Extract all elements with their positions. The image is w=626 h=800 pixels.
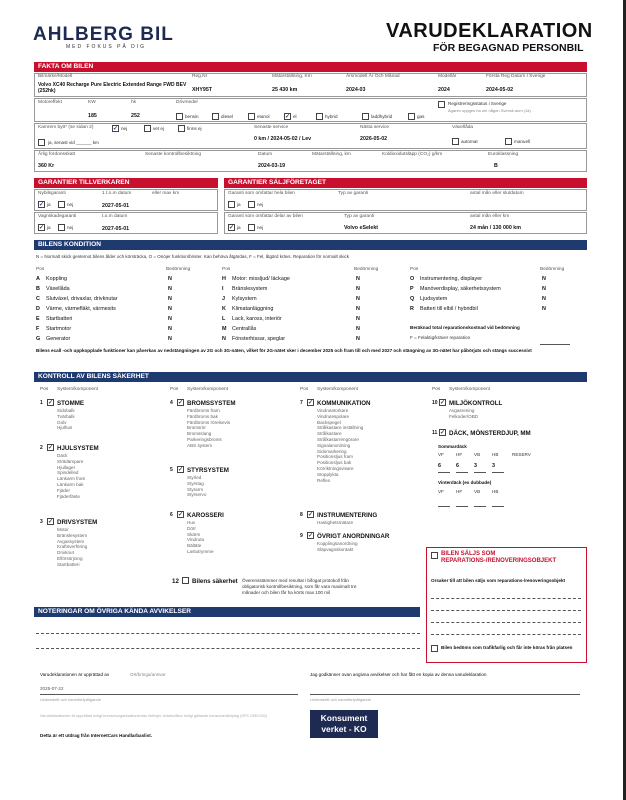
kontroll-group-title: MILJÖKONTROLL xyxy=(449,400,503,407)
vaxellada-automat-checkbox[interactable] xyxy=(452,138,459,145)
bilens-sakerhet-num: 12 xyxy=(172,578,179,585)
fuel-el-label: el xyxy=(293,114,297,119)
field-label-model: Bilmärke/Modell xyxy=(38,74,73,79)
kondition-item-name: Manöverdisplay, säkerhetssystem xyxy=(420,286,501,292)
fuel-diesel-label: diesel xyxy=(221,114,234,119)
kontroll-checkbox[interactable]: ✓ xyxy=(178,467,184,473)
kondition-item-value: N xyxy=(168,296,172,302)
tire-line xyxy=(492,472,504,473)
senaste-service-label: Senaste service xyxy=(254,125,289,130)
vagn-ja-label: ja xyxy=(47,225,51,230)
tire-col-header: HF xyxy=(456,452,463,457)
salj2-nej-checkbox[interactable] xyxy=(248,224,255,231)
nasta-service-label: Nästa service xyxy=(360,125,390,130)
reparation-text: Orsaker till att bilen säljs som reparations-/renoveringsobjekt xyxy=(431,578,566,583)
kondition-pos: E xyxy=(36,316,40,322)
kw-value: 185 xyxy=(88,113,97,119)
noteringar-line xyxy=(36,648,420,649)
sign-left-label: Varudeklarationen är upprättad av xyxy=(40,672,110,677)
page-title: VARUDEKLARATION xyxy=(386,20,593,42)
kamrem-option-checkbox[interactable] xyxy=(144,125,151,132)
k-col3-bed: Bedömning xyxy=(540,267,565,272)
k-col2-pos: Pos xyxy=(222,267,231,272)
datum-label: Datum xyxy=(258,152,273,157)
kontroll-col2-sys: System/komponent xyxy=(187,387,229,392)
kondition-pos: K xyxy=(222,306,226,312)
reparation-line xyxy=(431,610,581,611)
f-note: F = Felaktig/kräver reparation xyxy=(410,335,471,340)
field-value-firstreg: 2024-05-02 xyxy=(486,87,514,93)
kondition-item-value: N xyxy=(356,286,360,292)
kondition-legend: N = Normalt skick gentemot bilens ålder och körsträcka, O = Onöjer funktion/brister. Kan behöva åtgärdas, F = Fel, åtgärd krävs. Reparation för normalt skick xyxy=(36,254,350,259)
kamrem-option-checkbox[interactable]: ✓ xyxy=(113,126,119,132)
summer-label: Sommardäck xyxy=(438,444,467,449)
kamrem-ja-senast: ja, senast vid ______ km xyxy=(48,140,99,145)
kondition-item-name: Startbatteri xyxy=(46,316,73,322)
winter-line xyxy=(438,506,450,507)
nybil-nej-label: nej xyxy=(67,202,74,207)
vagn-label: Vagnskadegaranti xyxy=(38,214,77,219)
field-value-yearmonth: 2024-03 xyxy=(346,87,366,93)
winter-line xyxy=(456,506,468,507)
k-col3-pos: Pos xyxy=(410,267,419,272)
nybil-label: Nybilsgaranti xyxy=(38,191,66,196)
salj-garanti-label: Garanti som omfattar hela bilen xyxy=(228,191,295,196)
kondition-pos: J xyxy=(222,296,225,302)
kondition-item-value: N xyxy=(356,276,360,282)
registrerad-label: Registreringsstatus i Sverige xyxy=(448,101,507,106)
sign-left-caption: Underskrift och namnförtydligande xyxy=(40,697,101,702)
kondition-item-value: N xyxy=(542,306,546,312)
k-col1-pos: Pos xyxy=(36,267,45,272)
kontroll-subitems: Motor Bränslesystem Avgassystem Kraftöverföring Drivknut Elförsörjning Startbatteri xyxy=(57,527,88,567)
registrerad-sub: Ägaren uppges ha om någon Svensk anm (Ja) xyxy=(448,108,531,113)
reparation-title: BILEN SÄLJS SOM REPARATIONS-/RENOVERINGSOBJEKT xyxy=(441,551,557,564)
tire-col-header: VB xyxy=(474,452,481,457)
sign-left-line xyxy=(40,694,298,695)
kontroll-group-title: STYRSYSTEM xyxy=(187,467,229,474)
kontroll-col1-pos: Pos xyxy=(40,387,49,392)
kontroll-col4-pos: Pos xyxy=(432,387,441,392)
nybil-date: 2027-05-01 xyxy=(102,203,130,209)
kondition-pos: O xyxy=(410,276,415,282)
salj-ja-checkbox[interactable] xyxy=(228,201,235,208)
salj-tid-label: antal mån eller slutdatum xyxy=(470,191,524,196)
kontroll-num: 8 xyxy=(300,512,303,518)
kondition-item-value: N xyxy=(356,316,360,322)
kondition-pos: G xyxy=(36,336,41,342)
k-col2-bed: Bedömning xyxy=(354,267,379,272)
servicebok-label: Senaste kontrollbesiktning xyxy=(145,152,201,157)
k-col1-bed: Bedömning xyxy=(166,267,191,272)
matarst-label: Mätarställning, km xyxy=(312,152,351,157)
kondition-item-value: N xyxy=(542,286,546,292)
vagn-nej-checkbox[interactable] xyxy=(58,224,65,231)
salj-tid2-value: 24 mån / 130 000 km xyxy=(470,225,521,231)
sign-right-caption: Underskrift och namnförtydligande xyxy=(310,697,371,702)
kondition-item-name: Värme, värmefläkt, värmesits xyxy=(46,306,116,312)
tire-col-header: VF xyxy=(438,452,444,457)
kontroll-group-title: KAROSSERI xyxy=(187,512,224,519)
kondition-pos: I xyxy=(222,286,224,292)
winter-label: Vinterdäck (ex dubbade) xyxy=(438,480,492,485)
tire-depth-value: 6 xyxy=(456,463,459,469)
salj-nej-label: nej xyxy=(257,202,264,207)
tire-depth-value: 3 xyxy=(474,463,477,469)
fuel-bensin-checkbox[interactable] xyxy=(176,113,183,120)
section-garantier-tillverkare: GARANTIER TILLVERKAREN xyxy=(34,178,218,188)
kondition-item-name: Centrallås xyxy=(232,326,257,332)
kontroll-subitems: Hastighetsmätare xyxy=(317,520,354,525)
kontroll-subitems: Avgasrening Felkoder/OBD xyxy=(449,408,479,419)
section-noteringar: NOTERINGAR OM ÖVRIGA KÄNDA AVVIKELSER xyxy=(34,607,420,617)
fuel-hybrid-label: hybrid xyxy=(325,114,338,119)
kontroll-num: 6 xyxy=(170,512,173,518)
sign-right-line xyxy=(310,694,580,695)
kondition-item-name: Bränslesystem xyxy=(232,286,268,292)
kontroll-num: 9 xyxy=(300,533,303,539)
kontroll-num: 4 xyxy=(170,400,173,406)
kontroll-num: 5 xyxy=(170,467,173,473)
fuel-etanol-label: etanol xyxy=(257,114,270,119)
salj2-ja-checkbox[interactable]: ✓ xyxy=(229,225,235,231)
drivmedel-label: Drivmedel xyxy=(176,100,198,105)
beraknad-line xyxy=(540,344,570,345)
noteringar-line xyxy=(36,633,420,634)
salj-nej-checkbox[interactable] xyxy=(248,201,255,208)
field-label-yearmonth: Årsmodell År Och Månad xyxy=(346,74,400,79)
bilens-sakerhet-checkbox[interactable] xyxy=(182,577,189,584)
winter-col-header: HF xyxy=(456,489,463,494)
nybil-ja-checkbox[interactable]: ✓ xyxy=(39,202,45,208)
salj-ja-label: ja xyxy=(237,202,241,207)
kondition-item-name: Fönsterhissar, speglar xyxy=(232,336,286,342)
hk-value: 252 xyxy=(131,113,140,119)
tire-line xyxy=(474,472,486,473)
kamrem-option-label: vet ej xyxy=(153,126,164,131)
winter-col-header: VB xyxy=(474,489,481,494)
skatt-value: 360 Kr xyxy=(38,163,55,169)
beraknad-label: Beräknad total reparationskostnad vid bedömning xyxy=(410,325,520,330)
section-kondition: BILENS KONDITION xyxy=(34,240,587,250)
kondition-pos: H xyxy=(222,276,226,282)
salj2-nej-label: nej xyxy=(257,225,264,230)
kondition-item-value: N xyxy=(356,326,360,332)
footer-fine-print: Varudeklarationen är upprättad enligt branschorganisationernas riktlinjer. Avtalsvillkor enligt gällande konsumentköplag (SFS 1990:932) xyxy=(40,714,267,718)
konsument-text: Konsument xyxy=(320,713,368,723)
kontroll-group-title: INSTRUMENTERING xyxy=(317,512,378,519)
winter-col-header: VF xyxy=(438,489,444,494)
fuel-laddhybrid-checkbox[interactable] xyxy=(362,113,369,120)
tire-line xyxy=(456,472,468,473)
section-garantier-salj: GARANTIER SÄLJFÖRETAGET xyxy=(224,178,587,188)
kondition-item-name: Koppling xyxy=(46,276,67,282)
kontroll-col1-sys: System/komponent xyxy=(57,387,99,392)
kondition-pos: P xyxy=(410,286,414,292)
fuel-el-checkbox[interactable]: ✓ xyxy=(285,114,291,120)
kontroll-num: 2 xyxy=(40,445,43,451)
kontroll-num: 7 xyxy=(300,400,303,406)
kamrem-ja-checkbox[interactable] xyxy=(38,139,45,146)
kontroll-group-title: DÄCK, MÖNSTERDJUP, MM xyxy=(449,430,531,437)
kontroll-subitems: Styrled Styrstag Styrarm Styrservo xyxy=(187,475,207,498)
kontroll-checkbox[interactable]: ✓ xyxy=(308,400,314,406)
kamrem-option-checkbox[interactable] xyxy=(178,125,185,132)
kontroll-col4-sys: System/komponent xyxy=(449,387,491,392)
kamrem-option-label: finns ej xyxy=(187,126,202,131)
kontroll-subitems: Sidobalk Tvärbalk Golv Hjulhus xyxy=(57,408,75,431)
footer-credit: Detta är ett utdrag från InternetCars Handlarbaslist. xyxy=(40,733,153,738)
nybil-or-label: eller max km xyxy=(152,191,180,196)
field-label-odometer: Mätarställning, Km xyxy=(272,74,312,79)
kontroll-group-title: STOMME xyxy=(57,400,85,407)
bilens-sakerhet-title: Bilens säkerhet xyxy=(192,578,238,585)
kontroll-checkbox[interactable]: ✓ xyxy=(48,445,54,451)
winter-line xyxy=(474,506,486,507)
kontroll-col3-sys: System/komponent xyxy=(317,387,359,392)
kondition-note: Bilens ecall -och uppkopplade funktioner kan påverkas av nedstängningen av 2G och 3G-näten, vilket för 2G-nätet sker i december 2025 och fram till och med 2027 och stängning av 3G-nätet har påbörjats och stängs successivt xyxy=(36,348,532,353)
kondition-pos: N xyxy=(222,336,226,342)
kontroll-checkbox[interactable]: ✓ xyxy=(178,400,184,406)
kamrem-option-label: nej xyxy=(121,126,128,131)
vaxellada-manuell-label: manuell xyxy=(514,139,531,144)
kondition-item-value: N xyxy=(168,336,172,342)
company-logo: AHLBERG BIL xyxy=(33,24,174,45)
fuel-gas-checkbox[interactable] xyxy=(408,113,415,120)
nybil-to-label: 1 t.o.m datum xyxy=(102,191,132,196)
field-value-odometer: 25 430 km xyxy=(272,87,298,93)
reparation-checkbox[interactable] xyxy=(431,552,438,559)
nybil-ja-label: ja xyxy=(47,202,51,207)
kontroll-group-title: DRIVSYSTEM xyxy=(57,519,98,526)
kondition-item-name: Lack, kaross, interiör xyxy=(232,316,282,322)
kondition-pos: F xyxy=(36,326,40,332)
kondition-item-value: N xyxy=(542,276,546,282)
field-label-firstreg: Första Reg Datum I Sverige xyxy=(486,74,546,79)
reparation-footer: Bilen bedöms som trafikfarlig och får inte köras från platsen xyxy=(441,645,573,650)
section-fakta: FAKTA OM BILEN xyxy=(34,62,587,72)
field-value-modelyear: 2024 xyxy=(438,87,450,93)
kondition-pos: D xyxy=(36,306,40,312)
kontroll-num: 10 xyxy=(432,400,438,406)
winter-line xyxy=(492,506,504,507)
kontroll-checkbox[interactable]: ✓ xyxy=(440,400,446,406)
kontroll-group-title: ÖVRIGT ANORDNINGAR xyxy=(317,533,390,540)
kontroll-subitems: Vindrutetorkare Vindrutespolare Backspegel Strålkastare inställning Strålkastare Strålkastarrengörare Signalanordning Sidomarkering Positionsljus fram Positionsljus bak Körriktningsvisare Stopplykta Reflex xyxy=(317,408,364,483)
kondition-item-name: Instrumentering, displayer xyxy=(420,276,483,282)
reparation-line xyxy=(431,622,581,623)
kontroll-checkbox[interactable]: ✓ xyxy=(48,519,54,525)
kondition-item-value: N xyxy=(168,316,172,322)
winter-col-header: HB xyxy=(492,489,499,494)
fuel-etanol-checkbox[interactable] xyxy=(248,113,255,120)
skatt-label: Årlig fordonsskatt xyxy=(38,152,76,157)
motoreffekt-label: Motoreffekt xyxy=(38,100,62,105)
kontroll-subitems: Huv Dörr Skärm Vindruta Bältäte Lastutrymme xyxy=(187,520,214,554)
kontroll-group-title: HJULSYSTEM xyxy=(57,445,99,452)
tire-col-header: HB xyxy=(492,452,499,457)
kontroll-group-title: BROMSSYSTEM xyxy=(187,400,236,407)
kondition-pos: Q xyxy=(410,296,415,302)
kontroll-checkbox[interactable]: ✓ xyxy=(308,533,314,539)
kondition-pos: A xyxy=(36,276,40,282)
kondition-item-value: N xyxy=(168,326,172,332)
kontroll-num: 1 xyxy=(40,400,43,406)
reparation-line xyxy=(431,634,581,635)
kondition-pos: M xyxy=(222,326,227,332)
tire-depth-value: 6 xyxy=(438,463,441,469)
vagn-ja-checkbox[interactable]: ✓ xyxy=(39,225,45,231)
registrerad-checkbox[interactable] xyxy=(438,101,445,108)
kondition-item-value: N xyxy=(168,286,172,292)
kontroll-num: 11 xyxy=(432,430,438,436)
kondition-item-value: N xyxy=(356,336,360,342)
kondition-item-name: Klimatanläggning xyxy=(232,306,274,312)
kontroll-col3-pos: Pos xyxy=(300,387,309,392)
kondition-pos: R xyxy=(410,306,414,312)
field-label-modelyear: Modellår xyxy=(438,74,457,79)
kontroll-num: 3 xyxy=(40,519,43,525)
kondition-item-name: Växellåda xyxy=(46,286,70,292)
nasta-service-value: 2026-05-02 xyxy=(360,136,388,142)
fuel-hybrid-checkbox[interactable] xyxy=(316,113,323,120)
page-subtitle: FÖR BEGAGNAD PERSONBIL xyxy=(433,42,584,54)
tire-col-header: RESERV xyxy=(512,452,531,457)
kondition-item-name: Motor: missljud/ läckage xyxy=(232,276,290,282)
field-value-model: Volvo XC40 Recharge Pure Electric Extended Range FWD BEV (252hk) xyxy=(38,82,187,94)
salj-typ2-value: Volvo eSelekt xyxy=(344,225,379,231)
fuel-laddhybrid-label: laddhybrid xyxy=(371,114,393,119)
kontroll-checkbox[interactable]: ✓ xyxy=(440,430,446,436)
kondition-item-value: N xyxy=(356,296,360,302)
co2-label: Koldioxidutsläpp (CO₂) g/km xyxy=(382,152,443,157)
tire-line xyxy=(438,472,450,473)
field-label-regnr: Reg.Nr xyxy=(192,74,208,79)
vaxellada-automat-label: automat xyxy=(461,139,478,144)
logo-tagline: MED FOKUS PÅ DIG xyxy=(66,44,147,50)
kondition-pos: C xyxy=(36,296,40,302)
kontroll-col2-pos: Pos xyxy=(170,387,179,392)
salj-tid2-label: antal mån eller km xyxy=(470,214,510,219)
kontroll-checkbox[interactable]: ✓ xyxy=(308,512,314,518)
senaste-service-value: 0 km / 2024-05-02 / Lev xyxy=(254,136,312,142)
vagn-date: 2027-05-01 xyxy=(102,226,130,232)
sign-left-sub: Ort/bringa/ansvar xyxy=(130,672,166,677)
salj2-ja-label: ja xyxy=(237,225,241,230)
kondition-item-name: Startmotor xyxy=(46,326,72,332)
vagn-to-label: t.o.m datum xyxy=(102,214,128,219)
kw-label: KW xyxy=(88,100,96,105)
datum-value: 2024-03-19 xyxy=(258,163,286,169)
kontroll-checkbox[interactable]: ✓ xyxy=(48,400,54,406)
fuel-bensin-label: bensin xyxy=(185,114,199,119)
kondition-item-name: Generator xyxy=(46,336,71,342)
kontroll-group-title: KOMMUNIKATION xyxy=(317,400,371,407)
kondition-item-value: N xyxy=(168,276,172,282)
kontroll-subitems: Kopplingsanordning Släpvagnskontakt xyxy=(317,541,358,552)
tire-depth-value: 3 xyxy=(492,463,495,469)
kondition-item-name: Batteri till elbil / hybridbil xyxy=(420,306,478,312)
sign-left-date: 2025-07-22 xyxy=(40,686,64,691)
kontroll-subitems: Färdbroms fram Färdbroms bak Färdbroms rörelsevis Bromsrör Bromsslang Parkeringsbroms ABS system xyxy=(187,408,231,448)
kamrem-label: Kamrem bytt* (se sidan 2) xyxy=(38,125,94,130)
kondition-item-value: N xyxy=(542,296,546,302)
kontroll-checkbox[interactable]: ✓ xyxy=(178,512,184,518)
konsument-text2: verket - KO xyxy=(321,724,367,734)
trafikfarlig-checkbox[interactable] xyxy=(431,645,438,652)
section-kontroll: KONTROLL AV BILENS SÄKERHET xyxy=(34,372,587,382)
sign-right-label: Jag godkänner ovan angivna avvikelser och har fått en kopia av denna varudeklaration xyxy=(310,672,487,677)
fuel-diesel-checkbox[interactable] xyxy=(212,113,219,120)
field-value-regnr: XHY95T xyxy=(192,87,213,93)
konsumentverket-logo xyxy=(310,710,378,738)
bilens-sakerhet-text: Överensstämmer med resultat i bifogat protokoll från obligatorisk kontrollbesiktning, som får vara maximalt tre månader och bilen får ha körts max 100 mil xyxy=(242,578,357,595)
hk-label: hk xyxy=(131,100,137,105)
nybil-nej-checkbox[interactable] xyxy=(58,201,65,208)
miljo-label: Euroklassning xyxy=(488,152,519,157)
kondition-item-value: N xyxy=(168,306,172,312)
kondition-pos: L xyxy=(222,316,226,322)
kondition-item-name: Ljudsystem xyxy=(420,296,448,302)
vagn-nej-label: nej xyxy=(67,225,74,230)
kondition-pos: B xyxy=(36,286,40,292)
kontroll-subitems: Däck Stötdämpare Hjullager Spindelled Länkarm fram Länkarm bak Fjäder Fjäderfäste xyxy=(57,453,86,499)
reparation-line xyxy=(431,598,581,599)
salj-typ-label: Typ av garanti xyxy=(338,191,369,196)
vaxellada-label: Växellåda xyxy=(452,125,474,130)
salj-typ2-label: Typ av garanti xyxy=(344,214,375,219)
salj-garanti2-label: Garanti som omfattar delar av bilen xyxy=(228,214,303,219)
kondition-item-name: Slutväxel, drivaxlar, drivknutar xyxy=(46,296,118,302)
fuel-gas-label: gas xyxy=(417,114,425,119)
kondition-item-name: Kylsystem xyxy=(232,296,257,302)
kondition-item-value: N xyxy=(356,306,360,312)
vaxellada-manuell-checkbox[interactable] xyxy=(505,138,512,145)
miljo-value: B xyxy=(494,163,498,169)
